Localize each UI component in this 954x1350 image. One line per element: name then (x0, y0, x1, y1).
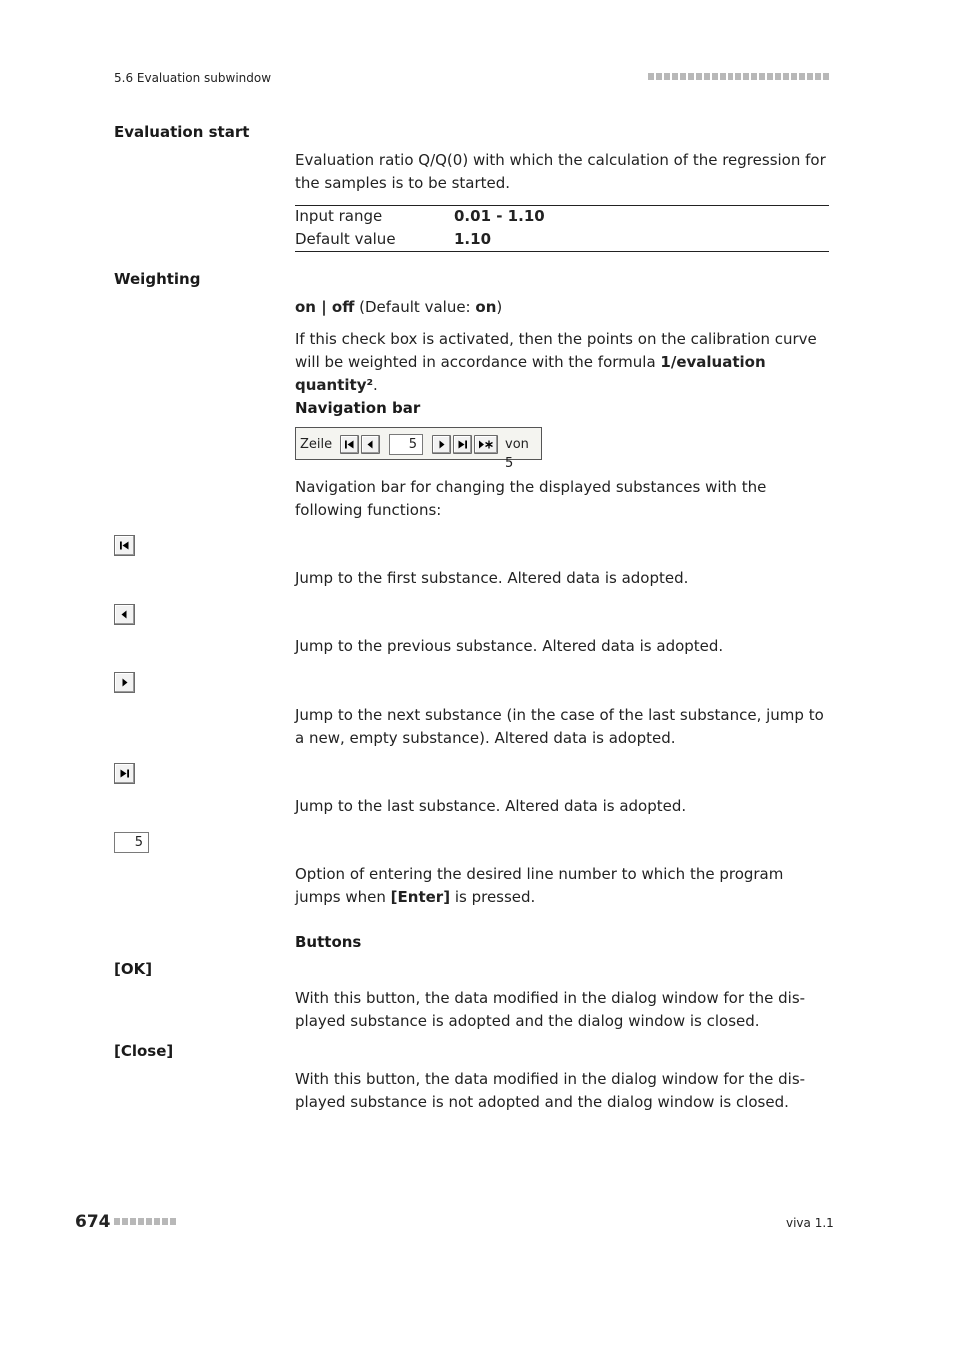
weighting-formula: 1/evaluation quantity² (295, 353, 766, 394)
parameter-table (295, 204, 829, 250)
ok-button-label: [OK] (114, 960, 153, 978)
next-record-button-illustration (114, 672, 135, 693)
last-record-icon (119, 768, 130, 779)
navigation-bar-heading: Navigation bar (295, 399, 421, 417)
navigation-bar-screenshot (295, 427, 542, 471)
next-record-button[interactable] (432, 435, 451, 454)
row-number-field-illustration: 5 (114, 832, 149, 853)
first-record-button-illustration (114, 535, 135, 556)
first-record-icon (119, 540, 130, 551)
evaluation-start-heading: Evaluation start (114, 123, 250, 141)
first-record-icon (344, 439, 355, 450)
table-row (295, 204, 829, 227)
close-button-description: With this button, the data modified in the dialog window for the dis-played substance is not adopted and the dialog window is closed. (295, 1070, 806, 1111)
first-record-button[interactable] (340, 435, 359, 454)
navigation-bar-description: Navigation bar for changing the displayed substances with the following functions: (295, 478, 767, 519)
last-record-icon (457, 439, 468, 450)
previous-record-button[interactable] (361, 435, 380, 454)
footer-decoration (114, 1218, 176, 1225)
option-on: on (295, 298, 316, 316)
default-suffix: ) (496, 298, 503, 316)
row-count-label: von 5 (505, 437, 529, 471)
table-bottom-rule (295, 251, 829, 252)
evaluation-start-description: Evaluation ratio Q/Q(0) with which the calculation of the regression for the samples is to be started. (295, 151, 826, 192)
last-record-description: Jump to the last substance. Altered data is adopted. (295, 797, 687, 815)
new-record-button[interactable] (474, 435, 498, 454)
param-value: 0.01 - 1.10 (454, 206, 545, 225)
buttons-heading: Buttons (295, 933, 362, 951)
page-number: 674 (75, 1212, 111, 1232)
next-record-description: Jump to the next substance (in the case of the last substance, jump to a new, empty substance). Altered data is adopted. (295, 706, 824, 747)
next-record-icon (119, 677, 130, 688)
option-off: off (331, 298, 355, 316)
next-record-icon (436, 439, 447, 450)
param-label: Default value (295, 229, 396, 248)
param-label: Input range (295, 206, 383, 225)
row-number-desc-text: Option of entering the desired line number to which the program jumps when (295, 865, 784, 906)
last-record-button[interactable] (453, 435, 472, 454)
new-record-icon (478, 439, 494, 450)
default-value: on (475, 298, 497, 316)
previous-record-icon (119, 609, 130, 620)
header-decoration (648, 73, 829, 80)
default-prefix: (Default value: (354, 298, 476, 316)
weighting-options (295, 296, 829, 319)
table-row (295, 227, 829, 250)
previous-record-description: Jump to the previous substance. Altered data is adopted. (295, 637, 724, 655)
first-record-description: Jump to the first substance. Altered data is adopted. (295, 569, 689, 587)
product-version: viva 1.1 (786, 1216, 834, 1230)
option-separator: | (315, 298, 332, 316)
row-label: Zeile (300, 437, 333, 452)
ok-button-description: With this button, the data modified in the dialog window for the dis-played substance is adopted and the dialog window is closed. (295, 989, 806, 1030)
param-value: 1.10 (454, 229, 492, 248)
row-number-input[interactable]: 5 (389, 434, 423, 455)
previous-record-button-illustration (114, 604, 135, 625)
weighting-description (295, 328, 829, 397)
weighting-desc-end: . (373, 376, 378, 394)
close-button-label: [Close] (114, 1042, 174, 1060)
last-record-button-illustration (114, 763, 135, 784)
running-header: 5.6 Evaluation subwindow (114, 71, 272, 85)
weighting-heading: Weighting (114, 270, 201, 288)
enter-key: [Enter] (390, 888, 451, 906)
weighting-desc-text: If this check box is activated, then the points on the calibration curve will be weighted in accordance with the formula (295, 330, 817, 371)
row-number-desc-end: is pressed. (450, 888, 536, 906)
row-number-description (295, 863, 829, 909)
previous-record-icon (365, 439, 376, 450)
